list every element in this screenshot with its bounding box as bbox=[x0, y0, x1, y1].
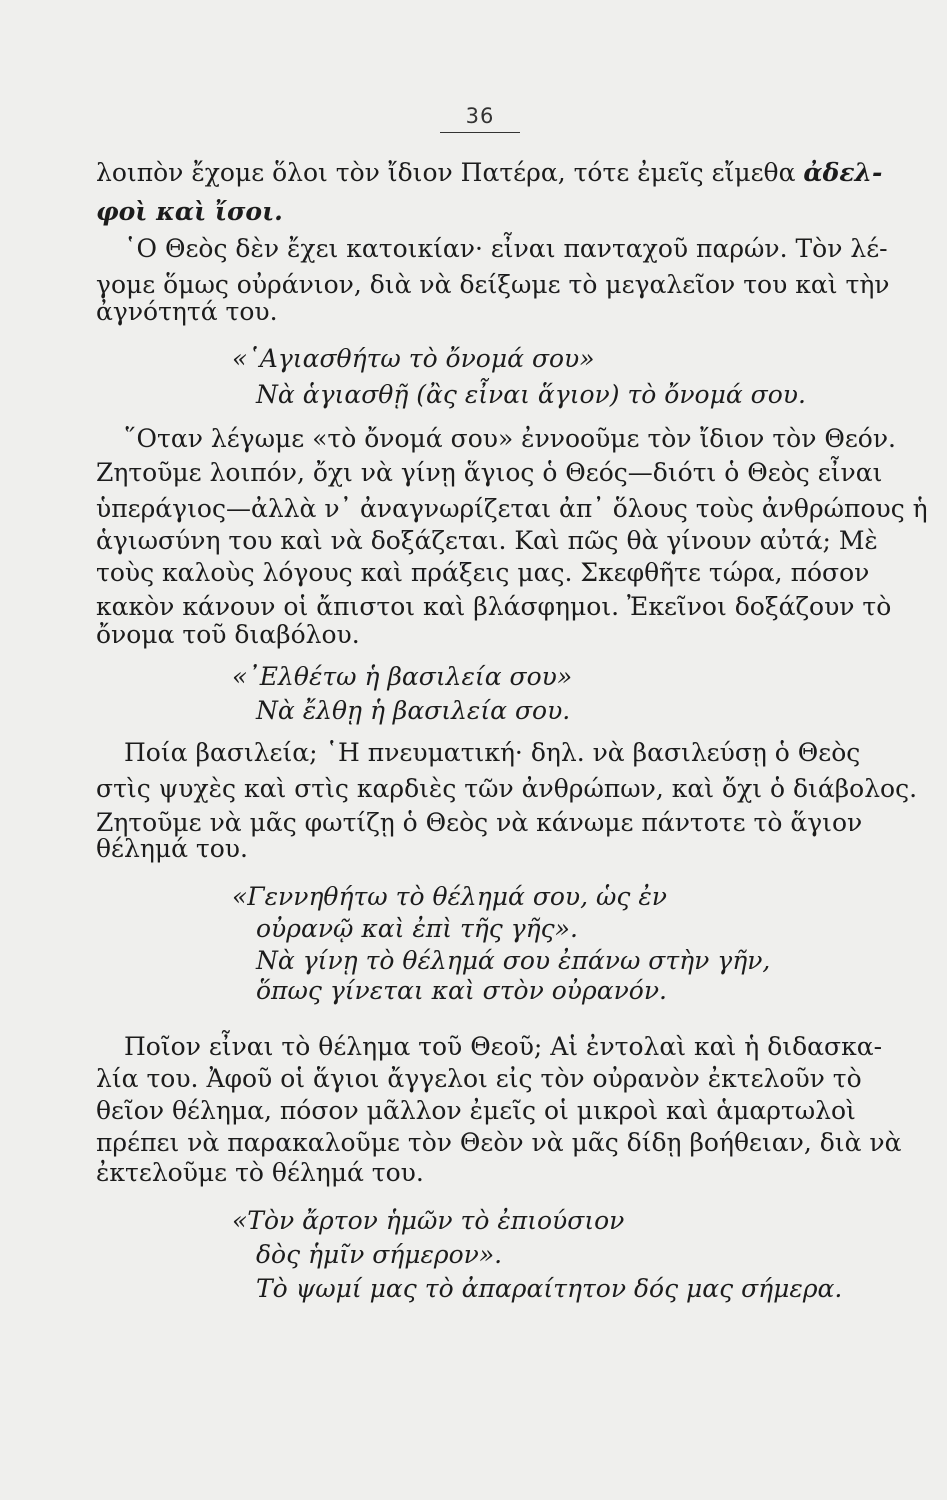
prayer-verse: «Γεννηθήτω τὸ θέλημά σου, ὡς ἐν bbox=[232, 882, 667, 911]
text-line: στὶς ψυχὲς καὶ στὶς καρδιὲς τῶν ἀνθρώπων, καὶ ὄχι ὁ διάβολος. bbox=[96, 774, 918, 803]
prayer-translation: Τὸ ψωμί μας τὸ ἀπαραίτητον δός μας σήμερα. bbox=[256, 1274, 843, 1303]
text-line: Ποῖον εἶναι τὸ θέλημα τοῦ Θεοῦ; Αἱ ἐντολαὶ καὶ ἡ διδασκα- bbox=[124, 1032, 883, 1061]
text-line: ἀγνότητά του. bbox=[96, 297, 278, 326]
text-line: ῞Οταν λέγωμε «τὸ ὄνομά σου» ἐννοοῦμε τὸν ἴδιον τὸν Θεόν. bbox=[124, 424, 896, 453]
text-line: κακὸν κάνουν οἱ ἄπιστοι καὶ βλάσφημοι. Ἐκεῖνοι δοξάζουν τὸ bbox=[96, 592, 892, 621]
text-line: ῾Ο Θεὸς δὲν ἔχει κατοικίαν· εἶναι πανταχοῦ παρών. Τὸν λέ- bbox=[124, 234, 888, 263]
prayer-verse: «῾Αγιασθήτω τὸ ὄνομά σου» bbox=[232, 344, 595, 373]
text-line: λία του. Ἀφοῦ οἱ ἅγιοι ἄγγελοι εἰς τὸν οὐρανὸν ἐκτελοῦν τὸ bbox=[96, 1064, 862, 1093]
text-line: γομε ὅμως οὐράνιον, διὰ νὰ δείξωμε τὸ μεγαλεῖον του καὶ τὴν bbox=[96, 270, 890, 299]
text-line: Ζητοῦμε λοιπόν, ὄχι νὰ γίνῃ ἅγιος ὁ Θεός—διότι ὁ Θεὸς εἶναι bbox=[96, 458, 883, 487]
page-number-rule bbox=[440, 132, 520, 133]
prayer-verse: δὸς ἡμῖν σήμερον». bbox=[256, 1240, 503, 1269]
prayer-translation: Νὰ ἔλθῃ ἡ βασιλεία σου. bbox=[256, 696, 571, 725]
prayer-verse: «Τὸν ἄρτον ἡμῶν τὸ ἐπιούσιον bbox=[232, 1206, 625, 1235]
prayer-translation: Νὰ γίνῃ τὸ θέλημά σου ἐπάνω στὴν γῆν, bbox=[256, 946, 771, 975]
text-segment: λοιπὸν ἔχομε ὅλοι τὸν ἴδιον Πατέρα, τότε ἐμεῖς εἴμεθα bbox=[96, 158, 796, 187]
text-line: ὑπεράγιος—ἀλλὰ ν᾽ ἀναγνωρίζεται ἀπ᾽ ὅλους τοὺς ἀνθρώπους ἡ bbox=[96, 494, 928, 523]
prayer-verse: οὐρανῷ καὶ ἐπὶ τῆς γῆς». bbox=[256, 914, 578, 943]
text-line: ἁγιωσύνη του καὶ νὰ δοξάζεται. Καὶ πῶς θὰ γίνουν αὐτά; Μὲ bbox=[96, 526, 878, 555]
emphasis-text: ἀδελ- bbox=[803, 158, 883, 187]
emphasis-text: φοὶ καὶ ἴσοι. bbox=[96, 197, 283, 226]
prayer-verse: «᾽Ελθέτω ἡ βασιλεία σου» bbox=[232, 662, 573, 691]
prayer-translation: ὅπως γίνεται καὶ στὸν οὐρανόν. bbox=[256, 976, 667, 1005]
text-line: θεῖον θέλημα, πόσον μᾶλλον ἐμεῖς οἱ μικροὶ καὶ ἁμαρτωλοὶ bbox=[96, 1096, 856, 1125]
text-line: ὄνομα τοῦ διαβόλου. bbox=[96, 620, 360, 649]
text-line: Ποία βασιλεία; ῾Η πνευματική· δηλ. νὰ βασιλεύσῃ ὁ Θεὸς bbox=[124, 738, 861, 767]
text-line bbox=[96, 197, 283, 227]
text-line bbox=[96, 158, 883, 188]
text-line: ἐκτελοῦμε τὸ θέλημά του. bbox=[96, 1158, 424, 1187]
text-line: Ζητοῦμε νὰ μᾶς φωτίζῃ ὁ Θεὸς νὰ κάνωμε πάντοτε τὸ ἅγιον bbox=[96, 808, 863, 837]
text-line: τοὺς καλοὺς λόγους καὶ πράξεις μας. Σκεφθῆτε τώρα, πόσον bbox=[96, 558, 870, 587]
page-number: 36 bbox=[465, 104, 495, 128]
text-line: πρέπει νὰ παρακαλοῦμε τὸν Θεὸν νὰ μᾶς δίδῃ βοήθειαν, διὰ νὰ bbox=[96, 1128, 902, 1157]
text-line: θέλημά του. bbox=[96, 834, 248, 863]
prayer-translation: Νὰ ἁγιασθῇ (ἂς εἶναι ἅγιον) τὸ ὄνομά σου. bbox=[256, 380, 806, 409]
